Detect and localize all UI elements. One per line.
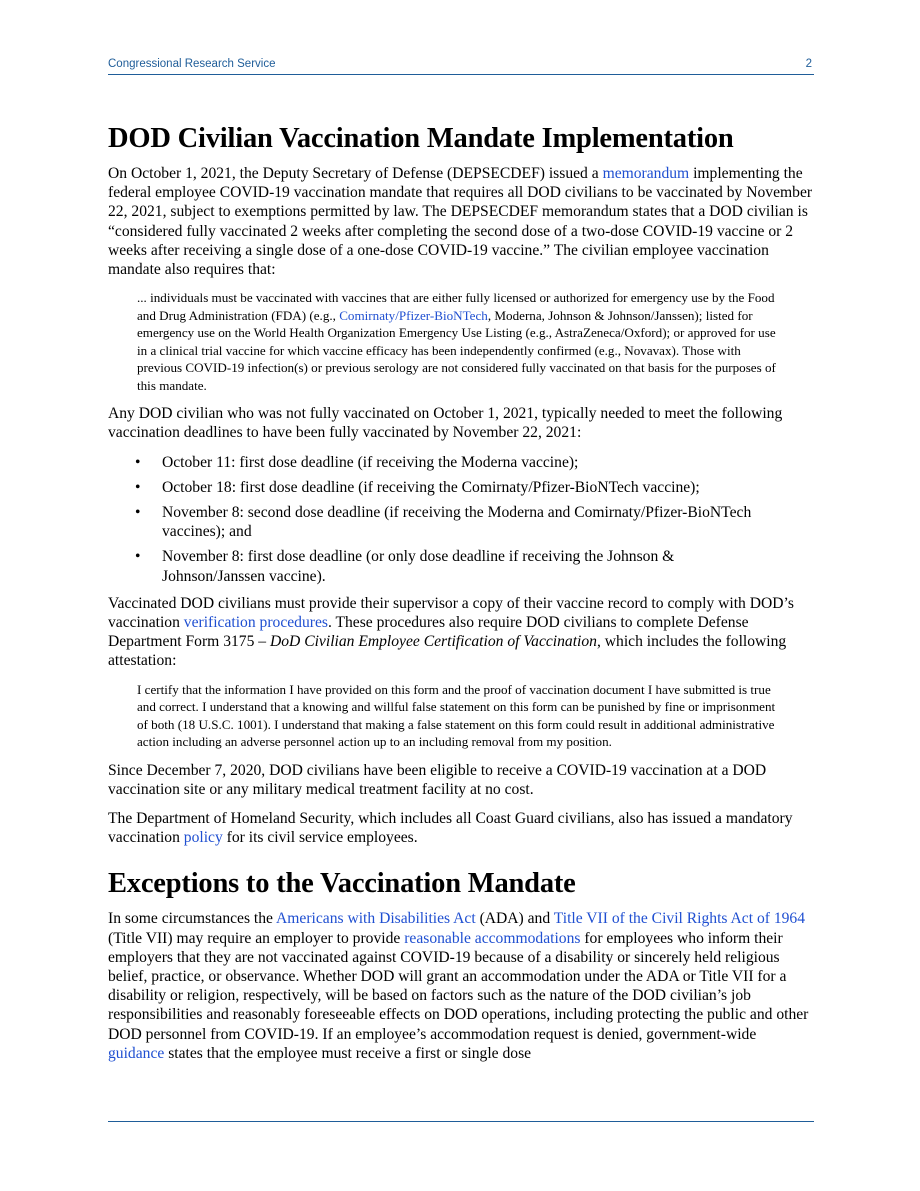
link-ada[interactable]: Americans with Disabilities Act bbox=[276, 910, 476, 928]
section-heading-implementation: DOD Civilian Vaccination Mandate Implementation bbox=[108, 123, 734, 154]
block-quote-attestation: I certify that the information I have provided on this form and the proof of vaccination document I have submitted is true and correct. I understand that a knowing and willful false statement on this form can be punished by fine or imprisonment of both (18 U.S.C. 1001). I understand that making a false statement on this form could result in additional administrative action including an adverse personnel action up to an including removal from my position. bbox=[137, 681, 776, 750]
link-title-vii[interactable]: Title VII of the Civil Rights Act of 1964 bbox=[553, 910, 806, 928]
paragraph-deadlines-intro: Any DOD civilian who was not fully vaccinated on October 1, 2021, typically needed to meet the following vaccination deadlines to have been fully vaccinated by November 22, 2021: bbox=[108, 405, 783, 442]
paragraph-text: . These procedures also require DOD civilians to complete Defense Department Form 3175 – bbox=[108, 614, 749, 651]
paragraph-text: for its civil service employees. bbox=[222, 829, 418, 847]
quote-text: , Moderna, Johnson & Johnson/Janssen); listed for emergency use on the World Health Organization Emergency Use Listing (e.g., AstraZeneca/Oxford); or approved for use in a clinical trial vaccine for which vaccine efficacy has been independently confirmed (e.g., Novavax). Those with previous COVID-19 infection(s) or previous serology are not considered fully vaccinated on that basis for the purposes of this mandate. bbox=[137, 307, 776, 393]
list-item bbox=[135, 547, 762, 585]
form-title: DoD Civilian Employee Certification of Vaccination bbox=[269, 633, 597, 651]
deadline-list bbox=[108, 453, 814, 586]
paragraph-text: The Department of Homeland Security, which includes all Coast Guard civilians, also has issued a mandatory vaccination bbox=[108, 810, 793, 847]
list-item-text: November 8: first dose deadline (or only dose deadline if receiving the Johnson & Johnson/Janssen vaccine). bbox=[162, 548, 675, 585]
footer-divider bbox=[108, 1121, 814, 1122]
link-comirnaty[interactable]: Comirnaty/Pfizer-BioNTech bbox=[339, 307, 488, 323]
paragraph-dhs bbox=[108, 809, 814, 847]
page-number: 2 bbox=[805, 58, 812, 70]
list-item-text: November 8: second dose deadline (if receiving the Moderna and Comirnaty/Pfizer-BioNTech vaccines); and bbox=[162, 504, 752, 541]
paragraph-text: (Title VII) may require an employer to provide bbox=[108, 929, 405, 947]
paragraph-memorandum bbox=[108, 164, 814, 279]
document-body bbox=[108, 122, 814, 1073]
block-quote-mandate bbox=[137, 289, 777, 394]
paragraph-text: , which includes the following attestation: bbox=[108, 633, 787, 670]
paragraph-text: implementing the federal employee COVID-19 vaccination mandate that requires all DOD civilians to be vaccinated by November 22, 2021, subject to exemptions permitted by law. The DEPSECDEF memorandum states that a DOD civilian is “considered fully vaccinated 2 weeks after completing the second dose of a two-dose COVID-19 vaccine or 2 weeks after receiving a single dose of a one-dose COVID-19 vaccine.” The civilian employee vaccination mandate also requires that: bbox=[108, 165, 813, 279]
paragraph-text: Vaccinated DOD civilians must provide their supervisor a copy of their vaccine record to comply with DOD’s vaccination bbox=[108, 594, 794, 632]
paragraph-text: (ADA) and bbox=[475, 910, 554, 928]
list-item bbox=[135, 453, 762, 472]
paragraph-verification bbox=[108, 594, 814, 671]
paragraph-text: for employees who inform their employers that they are not vaccinated against COVID-19 because of a disability or sincerely held religious belief, practice, or observance. Whether DOD will grant an accommodation under the ADA or Title VII for a disability or religion, respectively, will be based on factors such as the nature of the DOD civilian’s job responsibilities and reasonably foreseeable effects on DOD operations, including protecting the public and other DOD personnel from COVID-19. If an employee’s accommodation request is denied, government-wide bbox=[108, 929, 809, 1043]
link-guidance[interactable]: guidance bbox=[108, 1044, 165, 1062]
paragraph-text: states that the employee must receive a first or single dose bbox=[164, 1044, 532, 1062]
list-item bbox=[135, 478, 762, 497]
section-heading-exceptions: Exceptions to the Vaccination Mandate bbox=[108, 868, 576, 900]
bullet-icon: • bbox=[135, 478, 141, 496]
bullet-icon: • bbox=[135, 504, 141, 522]
list-item-text: October 11: first dose deadline (if receiving the Moderna vaccine); bbox=[162, 453, 579, 471]
paragraph-exceptions bbox=[108, 909, 814, 1063]
header-org-name: Congressional Research Service bbox=[108, 58, 276, 70]
link-verification-procedures[interactable]: verification procedures bbox=[183, 614, 328, 632]
bullet-icon: • bbox=[135, 453, 141, 471]
list-item-text: October 18: first dose deadline (if receiving the Comirnaty/Pfizer-BioNTech vaccine); bbox=[162, 478, 700, 496]
bullet-icon: • bbox=[135, 548, 141, 566]
list-item bbox=[135, 503, 762, 541]
paragraph-text: On October 1, 2021, the Deputy Secretary of Defense (DEPSECDEF) issued a bbox=[108, 165, 603, 182]
link-reasonable-accommodations[interactable]: reasonable accommodations bbox=[404, 929, 581, 947]
paragraph-eligibility: Since December 7, 2020, DOD civilians have been eligible to receive a COVID-19 vaccination at a DOD vaccination site or any military medical treatment facility at no cost. bbox=[108, 761, 767, 798]
link-policy[interactable]: policy bbox=[183, 829, 223, 847]
link-memorandum[interactable]: memorandum bbox=[602, 165, 690, 182]
page-header bbox=[108, 56, 814, 75]
quote-text: ... individuals must be vaccinated with vaccines that are either fully licensed or authorized for emergency use by the Food and Drug Administration (FDA) (e.g., bbox=[137, 290, 775, 323]
paragraph-text: In some circumstances the bbox=[108, 910, 277, 928]
